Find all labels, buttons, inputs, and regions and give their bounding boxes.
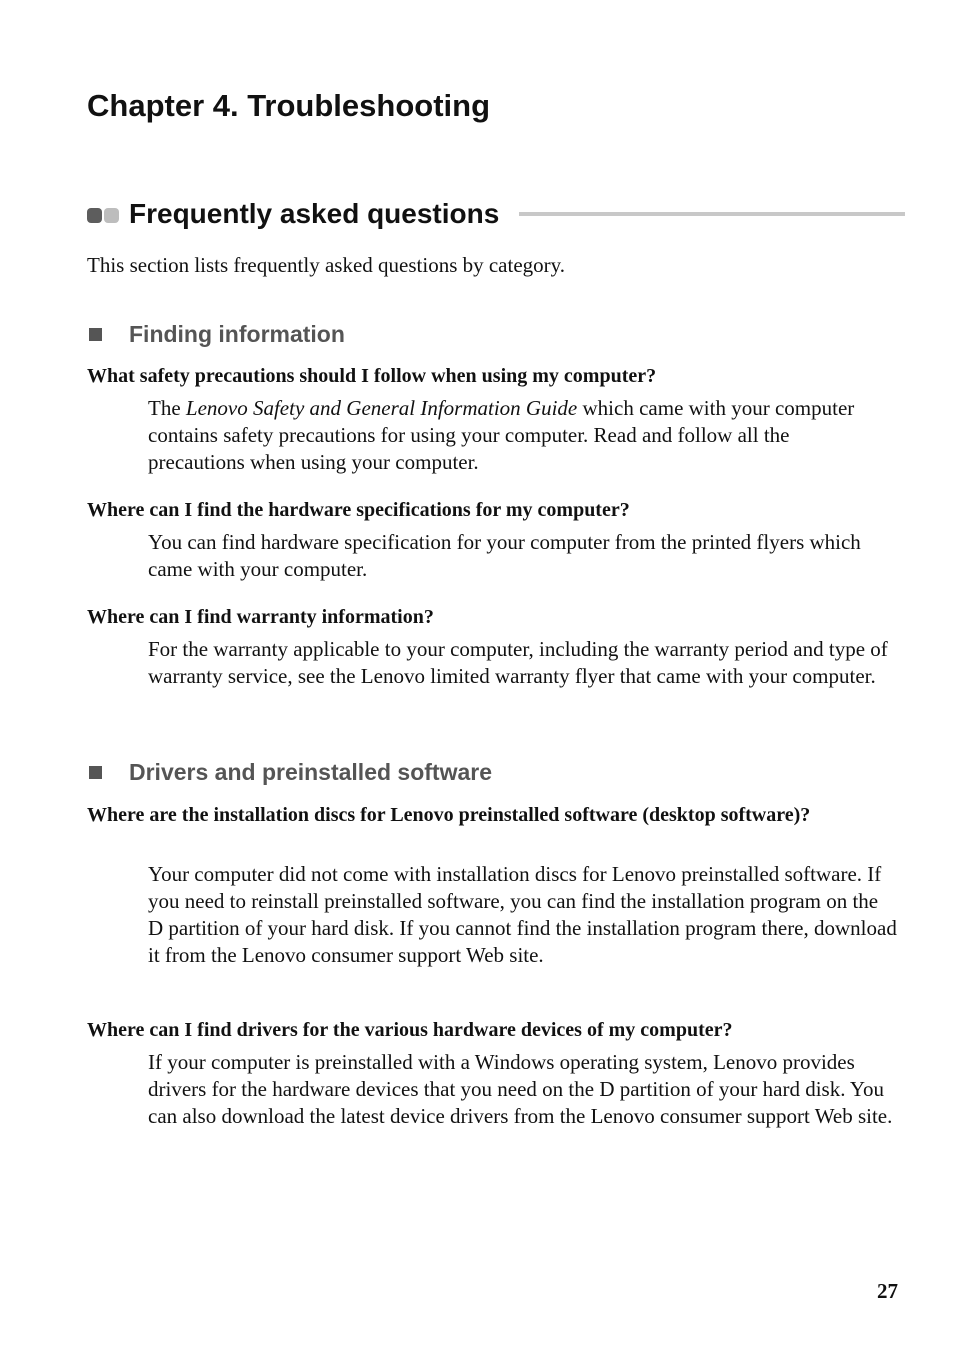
faq-question: Where can I find drivers for the various hardware devices of my computer?: [87, 1019, 733, 1041]
faq-question: Where can I find warranty information?: [87, 606, 434, 628]
faq-question: Where are the installation discs for Lenovo preinstalled software (desktop software)?: [87, 804, 811, 826]
square-bullet-icon: [89, 766, 102, 779]
faq-answer: For the warranty applicable to your computer, including the warranty period and type of warranty service, see the Lenovo limited warranty flyer that came with your computer.: [148, 637, 888, 688]
faq-question: What safety precautions should I follow when using my computer?: [87, 365, 657, 387]
chapter-title: Chapter 4. Troubleshooting: [87, 88, 491, 123]
square-bullet-icon: [89, 328, 102, 341]
category-title: Drivers and preinstalled software: [129, 759, 493, 785]
section-title: Frequently asked questions: [129, 195, 505, 233]
section-intro: This section lists frequently asked questions by category.: [87, 253, 566, 277]
category-title: Finding information: [129, 321, 345, 347]
page-number: 27: [877, 1279, 898, 1303]
section-header: [87, 195, 905, 235]
guide-title: Lenovo Safety and General Information Guide: [185, 396, 578, 420]
faq-answer: The Lenovo Safety and General Information Guide which came with your computer contains safety precautions for using your computer. Read and follow all the precautions when using your computer.: [148, 396, 855, 474]
faq-answer: You can find hardware specification for your computer from the printed flyers which came with your computer.: [148, 530, 861, 581]
faq-answer: Your computer did not come with installation discs for Lenovo preinstalled software. If you need to reinstall preinstalled software, you can find the installation program on the D partition of your hard disk. If you cannot find the installation program there, download it from the Lenovo consumer support Web site.: [148, 862, 897, 967]
section-bullet-icon: [87, 208, 123, 224]
faq-question: Where can I find the hardware specifications for my computer?: [87, 499, 630, 521]
section-divider: [519, 212, 905, 216]
faq-answer: If your computer is preinstalled with a Windows operating system, Lenovo provides drivers for the hardware devices that you need on the D partition of your hard disk. You can also download the latest device drivers from the Lenovo consumer support Web site.: [148, 1050, 893, 1128]
